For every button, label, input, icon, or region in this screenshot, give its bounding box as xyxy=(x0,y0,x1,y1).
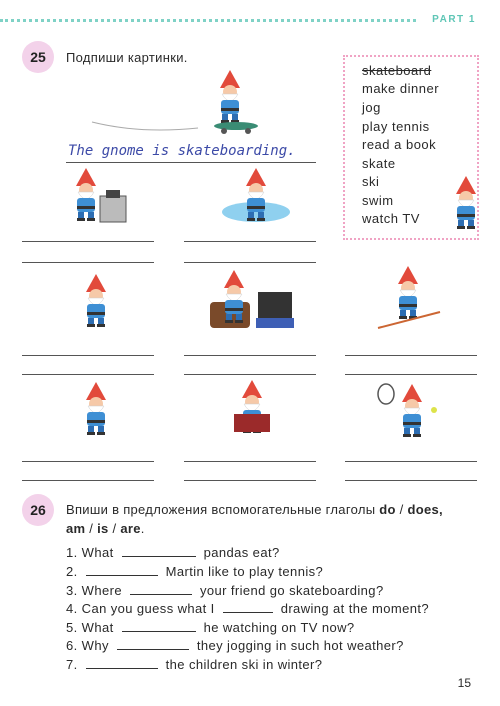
answer-line[interactable] xyxy=(345,480,477,481)
sentence-before: What xyxy=(81,545,114,560)
gnome-swimming-picture xyxy=(218,166,298,228)
page-number: 15 xyxy=(457,676,471,690)
verb-am: am xyxy=(66,521,86,536)
separator: / xyxy=(85,521,98,536)
answer-line[interactable] xyxy=(22,355,154,356)
sentence-after: Martin like to play tennis? xyxy=(165,564,324,579)
answer-line[interactable] xyxy=(22,241,154,242)
answer-line[interactable] xyxy=(184,355,316,356)
gnome-jogging-picture xyxy=(62,268,132,338)
example-sentence: The gnome is skateboarding. xyxy=(68,143,296,159)
sentence-after: the children ski in winter? xyxy=(165,657,323,672)
gnome-watching-tv-picture xyxy=(208,266,298,338)
word-box-item: ski xyxy=(362,174,380,189)
header-dotted-rule xyxy=(0,19,416,22)
sentence-after: he watching on TV now? xyxy=(203,620,355,635)
gnome-playing-tennis-picture xyxy=(374,380,444,444)
answer-line[interactable] xyxy=(22,262,154,263)
sentence-6 xyxy=(66,638,404,653)
blank-field[interactable] xyxy=(122,545,196,557)
sentence-5 xyxy=(66,620,355,635)
sentence-number: 5. xyxy=(66,620,78,635)
answer-line[interactable] xyxy=(345,355,477,356)
example-underline xyxy=(66,162,316,163)
sentence-before: Can you guess what I xyxy=(81,601,215,616)
sentence-number: 2. xyxy=(66,564,78,579)
verb-does: does, xyxy=(407,502,443,517)
blank-field[interactable] xyxy=(223,601,273,613)
exercise-26-number: 26 xyxy=(22,494,54,526)
gnome-skiing-picture xyxy=(374,262,444,334)
gnome-standing-picture xyxy=(446,172,486,234)
answer-line[interactable] xyxy=(345,374,477,375)
gnome-skateboarding-picture xyxy=(196,66,266,136)
sentence-before: What xyxy=(81,620,114,635)
sentence-number: 7. xyxy=(66,657,78,672)
answer-line[interactable] xyxy=(184,241,316,242)
answer-line[interactable] xyxy=(184,262,316,263)
verb-is: is xyxy=(97,521,109,536)
blank-field[interactable] xyxy=(117,638,189,650)
blank-field[interactable] xyxy=(86,657,158,669)
sentence-number: 1. xyxy=(66,545,78,560)
answer-line[interactable] xyxy=(22,374,154,375)
word-box-item: skate xyxy=(362,156,396,171)
verb-are: are xyxy=(120,521,141,536)
sentence-number: 4. xyxy=(66,601,78,616)
blank-field[interactable] xyxy=(122,620,196,632)
answer-line[interactable] xyxy=(22,480,154,481)
part-label: PART 1 xyxy=(432,14,476,25)
sentence-after: drawing at the moment? xyxy=(280,601,429,616)
sentence-3 xyxy=(66,583,384,598)
word-box-item: swim xyxy=(362,193,394,208)
period: . xyxy=(140,521,145,536)
sentence-after: your friend go skateboarding? xyxy=(199,583,384,598)
sentence-4 xyxy=(66,601,429,616)
word-box-item: play tennis xyxy=(362,119,430,134)
sentence-1 xyxy=(66,545,280,560)
answer-line[interactable] xyxy=(22,461,154,462)
answer-line[interactable] xyxy=(184,480,316,481)
verb-do: do xyxy=(379,502,396,517)
blank-field[interactable] xyxy=(130,583,192,595)
motion-lines xyxy=(90,118,200,134)
separator: / xyxy=(108,521,121,536)
word-box-item: skateboard xyxy=(362,63,432,78)
sentence-after: they jogging in such hot weather? xyxy=(196,638,404,653)
exercise-25-number: 25 xyxy=(22,41,54,73)
sentence-7 xyxy=(66,657,322,672)
instruction-text: Впиши в предложения вспомогательные глаголы xyxy=(66,502,380,517)
gnome-cooking-picture xyxy=(60,166,130,228)
answer-line[interactable] xyxy=(345,461,477,462)
separator: / xyxy=(395,502,408,517)
gnome-skating-picture xyxy=(62,380,132,444)
exercise-26-instruction-line2 xyxy=(66,521,145,536)
sentence-number: 6. xyxy=(66,638,78,653)
exercise-26-instruction xyxy=(66,502,443,517)
gnome-reading-picture xyxy=(222,378,282,444)
sentence-after: pandas eat? xyxy=(203,545,280,560)
blank-field[interactable] xyxy=(86,564,158,576)
sentence-number: 3. xyxy=(66,583,78,598)
answer-line[interactable] xyxy=(184,374,316,375)
word-box-item: read a book xyxy=(362,137,437,152)
answer-line[interactable] xyxy=(184,461,316,462)
exercise-25-instruction: Подпиши картинки. xyxy=(66,50,188,65)
sentence-before: Where xyxy=(81,583,122,598)
word-box-item: watch TV xyxy=(362,211,420,226)
sentence-2 xyxy=(66,564,323,579)
word-box-item: jog xyxy=(362,100,381,115)
sentence-before: Why xyxy=(81,638,109,653)
word-box-item: make dinner xyxy=(362,81,440,96)
